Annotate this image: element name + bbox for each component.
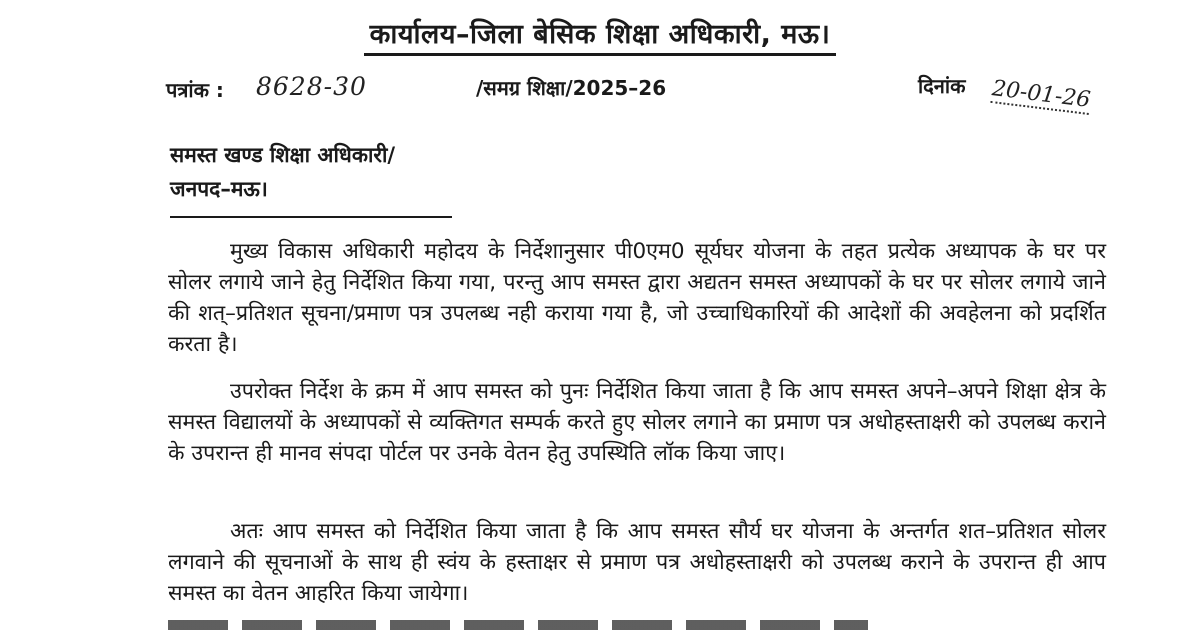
handwritten-date: 20-01-26 xyxy=(990,76,1092,113)
handwritten-reference-number: 8628-30 xyxy=(256,72,367,101)
reference-suffix: /समग्र शिक्षा/2025–26 xyxy=(476,76,667,100)
reference-label: पत्रांक : xyxy=(166,78,224,102)
addressee-block xyxy=(170,138,395,206)
body-paragraph-3: अतः आप समस्त को निर्देशित किया जाता है कि आप समस्त सौर्य घर योजना के अन्तर्गत शत–प्रतिशत सोलर लगवाने की सूचनाओं के साथ ही स्वंय के हस्ताक्षर से प्रमाण पत्र अधोहस्ताक्षरी को उपलब्ध कराने के उपरान्त ही आप समस्त का वेतन आहरित किया जायेगा। xyxy=(168,519,1106,606)
office-header xyxy=(0,14,1200,56)
addressee-line-1: समस्त खण्ड शिक्षा अधिकारी/ xyxy=(170,143,396,167)
addressee-underline xyxy=(170,216,452,218)
addressee-line-2: जनपद–मऊ। xyxy=(170,177,268,201)
cropped-next-line xyxy=(168,620,868,630)
body-paragraph-2: उपरोक्त निर्देश के क्रम में आप समस्त को पुनः निर्देशित किया जाता है कि आप समस्त अपने–अपने शिक्षा क्षेत्र के समस्त विद्यालयों के अध्यापकों से व्यक्तिगत सम्पर्क करते हुए सोलर लगाने का प्रमाण पत्र अधोहस्ताक्षरी को उपलब्ध कराने के उपरान्त ही मानव संपदा पोर्टल पर उनके वेतन हेतु उपस्थिति लॉक किया जाए। xyxy=(168,379,1106,466)
date-label: दिनांक xyxy=(918,74,966,98)
office-title: कार्यालय–जिला बेसिक शिक्षा अधिकारी, मऊ। xyxy=(364,14,837,56)
body-paragraph-1: मुख्य विकास अधिकारी महोदय के निर्देशानुसार पी0एम0 सूर्यघर योजना के तहत प्रत्येक अध्यापक के घर पर सोलर लगाये जाने हेतु निर्देशित किया गया, परन्तु आप समस्त द्वारा अद्यतन समस्त अध्यापकों के घर पर सोलर लगाये जाने की शत्–प्रतिशत सूचना/प्रमाण पत्र उपलब्ध नही कराया गया है, जो उच्चाधिकारियों की आदेशों की अवहेलना को प्रदर्शित करता है। xyxy=(168,239,1106,357)
reference-row xyxy=(0,72,1200,112)
